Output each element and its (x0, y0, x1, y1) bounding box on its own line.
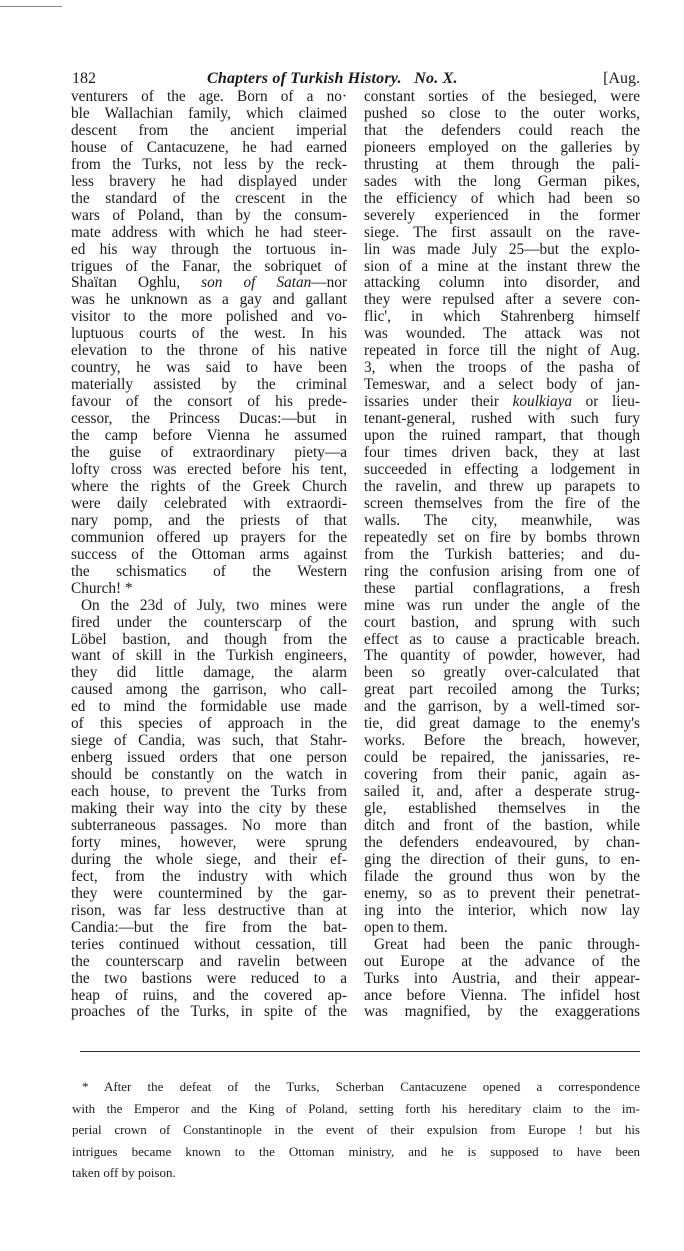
text-line: during the whole siege, and their ef- (71, 850, 347, 868)
text-line: the defenders endeavoured, by chan- (364, 833, 640, 851)
page-header (72, 70, 640, 90)
text-line: cessor, the Princess Ducas:—but in (71, 410, 347, 428)
scan-edge-mark (0, 6, 62, 7)
text-line: On the 23d of July, two mines were (81, 596, 347, 614)
text-line: sailed it, and, after a desperate strug- (364, 783, 640, 801)
text-line: caused among the garrison, who call- (71, 681, 347, 699)
text-line: open to them. (364, 918, 448, 936)
text-line: they were repulsed after a severe con- (364, 291, 640, 309)
text-line: and the garrison, by a well-timed sor- (364, 698, 640, 716)
text-line: tie, did great damage to the enemy's (364, 715, 640, 733)
text-line: mine was run under the angle of the (364, 596, 640, 614)
text-line: the guise of extraordinary piety—a (71, 444, 347, 462)
text-line: great part recoiled among the Turks; (364, 681, 640, 699)
text-line: ed his way through the tortuous in- (71, 240, 347, 258)
text-line: the standard of the crescent in the (71, 189, 347, 207)
text-line: success of the Ottoman arms against (71, 545, 347, 563)
text-line: fired under the counterscarp of the (71, 613, 347, 631)
text-line: four times driven back, they at last (364, 444, 640, 462)
text-line: was magnified, by the exaggerations (364, 1003, 640, 1021)
text-line: gle, established themselves in the (364, 800, 640, 818)
text-line: should be constantly on the watch in (71, 766, 347, 784)
italic-text: son of Satan (201, 274, 312, 292)
text-line: materially assisted by the criminal (71, 376, 347, 394)
text-line: the efficiency of which had been so (364, 189, 640, 207)
text-line: favour of the consort of his prede- (71, 393, 347, 411)
text-line (71, 275, 347, 292)
text-line: intrigues became known to the Ottoman ministry, and he is supposed to have been (72, 1143, 640, 1159)
text-line: siege of Candia, was such, that Stahr- (71, 732, 347, 750)
text-line: were daily celebrated with extraordi- (71, 494, 347, 512)
text-line: Löbel bastion, and though from the (71, 630, 347, 648)
text-line: 3, when the troops of the pasha of (364, 359, 640, 377)
text-line: subterraneous passages. No more than (71, 816, 347, 834)
text-line: Great had been the panic through- (374, 935, 640, 953)
text-line: repeatedly set on fire by bombs thrown (364, 528, 640, 546)
text-line: they were countermined by the gar- (71, 884, 347, 902)
text-line: forty mines, however, were sprung (71, 833, 347, 851)
footnote-divider (80, 1051, 640, 1052)
text-line: perial crown of Constantinople in the event of their expulsion from Europe ! but his (72, 1122, 640, 1137)
text-line: The quantity of powder, however, had (364, 647, 640, 665)
text-line: been so greatly over-calculated that (364, 664, 640, 682)
text-line: thrusting at them through the pali- (364, 155, 640, 173)
text-line: where the rights of the Greek Church (71, 477, 347, 495)
text-line: trigues of the Fanar, the sobriquet of (71, 257, 347, 275)
text-line: mate address with which he had steer- (71, 223, 347, 241)
text-line: severely experienced in the former (364, 206, 640, 224)
text-line: want of skill in the Turkish engineers, (71, 647, 347, 665)
text-line: enemy, so as to prevent their penetrat- (364, 884, 640, 902)
text-line: upon the ruined rampart, that though (364, 427, 640, 445)
text-line: covering from their panic, again as- (364, 766, 640, 784)
text-line: was wounded. The attack was not (364, 325, 640, 343)
text-line: elevation to the throne of his native (71, 342, 347, 360)
text-line: they did little damage, the alarm (71, 664, 347, 682)
text-line: of this species of approach in the (71, 715, 347, 733)
text-line: nary pomp, and the priests of that (71, 511, 347, 529)
text-line: sades with the long German pikes, (364, 172, 640, 190)
italic-text: koulkiaya (512, 393, 573, 411)
text-line: each house, to prevent the Turks from (71, 783, 347, 801)
footnote (72, 1076, 640, 1184)
text-line: from the Turkish batteries; and du- (364, 545, 640, 563)
text-line: venturers of the age. Born of a no· (71, 88, 347, 105)
text-line: ble Wallachian family, which claimed (71, 104, 347, 122)
text-line: out Europe at the advance of the (364, 952, 640, 970)
text-line: less bravery he had displayed under (71, 172, 347, 190)
text-line: flic', in which Stahrenberg himself (364, 308, 640, 326)
text-line: Temeswar, and a select body of jan- (364, 376, 640, 394)
text-line: was he unknown as a gay and gallant (71, 291, 347, 309)
text-line: works. Before the breach, however, (364, 732, 640, 750)
text-line: heap of ruins, and the covered ap- (71, 986, 347, 1004)
text-line: attacking column into disorder, and (364, 274, 640, 292)
text-line: lofty cross was erected before his tent, (71, 460, 347, 478)
text-line: sion of a mine at the instant threw the (364, 257, 640, 275)
text-line: the schismatics of the Western (71, 562, 347, 580)
text-line: repeated in force till the night of Aug. (364, 342, 640, 360)
left-column (71, 89, 347, 1021)
text-line: with the Emperor and the King of Poland, setting forth his hereditary claim to the im- (72, 1100, 640, 1116)
text-line: court bastion, and sprung with such (364, 613, 640, 631)
text-line: house of Cantacuzene, he had earned (71, 138, 347, 156)
text-line (364, 394, 640, 411)
text-line: fect, from the industry with which (71, 867, 347, 885)
page-number: 182 (72, 70, 96, 87)
text-line: the two bastions were reduced to a (71, 969, 347, 987)
text-line: filade the ground thus won by the (364, 867, 640, 885)
text-line: walls. The city, meanwhile, was (364, 511, 640, 529)
text-line: taken off by poison. (72, 1165, 176, 1180)
text-line: enberg issued orders that one person (71, 749, 347, 767)
text-line: could be repaired, the janissaries, re- (364, 749, 640, 767)
text-line: Turks into Austria, and their appear- (364, 969, 640, 987)
text-line: that the defenders could reach the (364, 121, 640, 139)
text-line: the camp before Vienna he assumed (71, 427, 347, 445)
text-line: lin was made July 25—but the explo- (364, 240, 640, 258)
text-line: ging the direction of their guns, to en- (364, 850, 640, 868)
text-line: pushed so close to the outer works, (364, 104, 640, 122)
text-line: teries continued without cessation, till (71, 935, 347, 953)
text-line: ance before Vienna. The infidel host (364, 986, 640, 1004)
text-line: proaches of the Turks, in spite of the (71, 1003, 347, 1021)
running-title: Chapters of Turkish History. No. X. (207, 70, 458, 87)
text-line: visitor to the more polished and vo- (71, 308, 347, 326)
text-line: communion offered up prayers for the (71, 528, 347, 546)
text-line: Church! * (71, 579, 133, 597)
text-line: succeeded in effecting a lodgement in (364, 460, 640, 478)
text-line: ditch and front of the bastion, while (364, 816, 640, 834)
text-line: country, he was said to have been (71, 359, 347, 377)
text-line: constant sorties of the besieged, were (364, 88, 640, 105)
text-line: wars of Poland, than by the consum- (71, 206, 347, 224)
text-line: siege. The first assault on the rave- (364, 223, 640, 241)
text-line: effect as to cause a practicable breach. (364, 630, 640, 648)
header-month: [Aug. (603, 70, 640, 87)
text-line: ing into the interior, which now lay (364, 901, 640, 919)
text-line: * After the defeat of the Turks, Scherban Cantacuzene opened a correspondence (82, 1079, 640, 1094)
text-segment: —nor (311, 274, 347, 292)
text-line: the ravelin, and threw up parapets to (364, 477, 640, 495)
text-line: luptuous courts of the west. In his (71, 325, 347, 343)
text-line: from the Turks, not less by the reck- (71, 155, 347, 173)
text-line: pioneers employed on the galleries by (364, 138, 640, 156)
text-line: screen themselves from the fire of the (364, 494, 640, 512)
text-segment: Shaïtan Oghlu, (71, 274, 202, 292)
text-line: descent from the ancient imperial (71, 121, 347, 139)
text-line: ring the confusion arising from one of (364, 562, 640, 580)
text-line: tenant-general, rushed with such fury (364, 410, 640, 428)
text-line: ed to mind the formidable use made (71, 698, 347, 716)
text-line: these partial conflagrations, a fresh (364, 579, 640, 597)
text-line: the counterscarp and ravelin between (71, 952, 347, 970)
text-line: making their way into the city by these (71, 800, 347, 818)
text-line: rison, was far less destructive than at (71, 901, 347, 919)
text-line: Candia:—but the fire from the bat- (71, 918, 347, 936)
text-segment: issaries under their (364, 393, 513, 411)
text-segment: or lieu- (572, 393, 640, 411)
right-column (364, 89, 640, 1021)
